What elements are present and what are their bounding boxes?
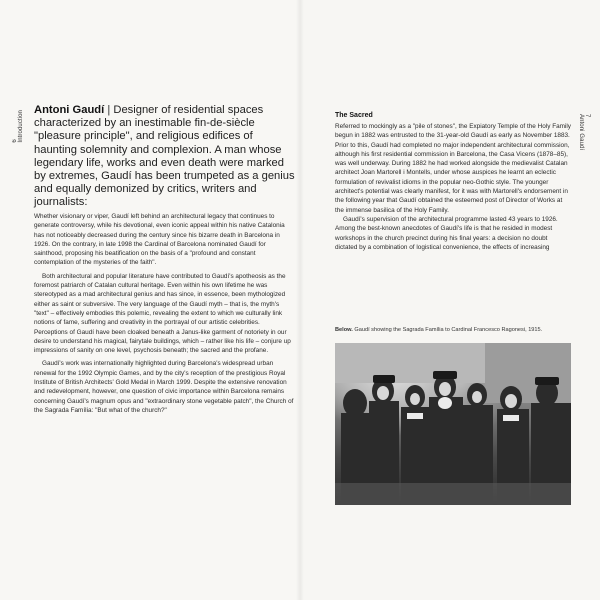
intro-text: Designer of residential spaces characterized by an inestimable fin-de-siècle "pleasure principle", and religious edifices of haunting solemnity and complexion. A man whose legendary life, works and even death were marked by extremes, Gaudí has been trumpeted as a genius and equally demonized by critics, writers and journalists: [34,104,295,209]
left-page-number: 6 [12,139,18,143]
left-running-head-label: Introduction [18,110,24,143]
photograph-figures [335,343,571,505]
right-running-head [578,114,590,150]
photo-caption [335,326,571,334]
right-page [300,0,600,600]
right-paragraph-2: Gaudí's supervision of the architectural programme lasted 43 years to 1926. Among the best-known anecdotes of Gaudí's life is that he resided in modest workshops in the church precinct during his final years: a decision no doubt dictated by a combination of logistical convenience, the effects of increasing [335,215,558,251]
intro-name: Antoni Gaudí [34,104,105,116]
right-body-text [335,122,571,252]
book-gutter [296,0,304,600]
right-paragraph-1: Referred to mockingly as a "pile of stones", the Expiatory Temple of the Holy Family begun in 1882 was entrusted to the 31-year-old Gaudí as early as November 1883. Prior to this, Gaudí had completed no major independent architectural commission, although his first residential commission in Barcelona, the Casa Vicens (1878–85), was well underway. During 1882 he had worked alongside the medievalist Catalan architect Joan Martorell i Montells, under whose auspices he learnt an eclectic formulation of revivalist idioms in the popular neo-Gothic style. The younger architect's potential was clearly manifest, for it was with Martorell's endorsement in the following year that Gaudí obtained the esteemed post of Director of Works at the immense basilica of the Holy Family. [335,123,572,214]
caption-text: Gaudí showing the Sagrada Família to Cardinal Francesco Ragonesi, 1915. [352,327,543,333]
historic-photograph [335,343,571,505]
left-body-text [34,212,294,419]
left-paragraph-2: Both architectural and popular literature have contributed to Gaudí's apotheosis as the foremost patriarch of Catalan cultural heritage. Even within his own lifetime he was stereotyped as a mad architectural genius and has since, in essence, been mythologized either as saint or subversive. The very language of the Gaudí myth – that is, the myth's "text" – effectively embodies this polemic, revealing the extent to which we culturally link notions of fame, suffering and creativity in the portrayal of our artistic celebrities. Perceptions of Gaudí have been cloaked beneath a Janus-like garment of notoriety in our desire to understand his magical, fairytale buildings, which – rather like his life – conjure up impressions of sanity on one level, psychosis beneath; the sacred and the profane. [34,272,291,355]
left-paragraph-3: Gaudí's work was internationally highlighted during Barcelona's widespread urban renewal for the 1992 Olympic Games, and by the city's reception of the prestigious Royal Institute of British Architects' Gold Medal in March 1999. Despite the extensive renovation and redevelopment, however, one question of civic importance within Barcelona remains concerning Gaudí's magnum opus and "extraordinary stone vegetable patch", the Church of the Sagrada Família: "But what of the church?" [34,360,294,414]
left-running-head [12,110,24,143]
left-paragraph-1: Whether visionary or viper, Gaudí left behind an architectural legacy that continues to generate controversy, while his devotional, even iconic appeal within his native Catalonia has not noticeably decreased during the century since his bizarre death in Barcelona in 1926. On the contrary, in late 1998 the Cardinal of Barcelona nominated Gaudí for sainthood, proposing his beatification on the basis of a "profound and constant contemplation of the mysteries of the faith". [34,213,285,267]
section-title: The Sacred [335,112,373,119]
caption-label: Below. [335,327,353,333]
right-running-head-label: Antoni Gaudí [578,114,584,151]
intro-paragraph [34,104,296,210]
intro-separator: | [104,104,114,116]
right-page-number: 7 [584,114,590,118]
